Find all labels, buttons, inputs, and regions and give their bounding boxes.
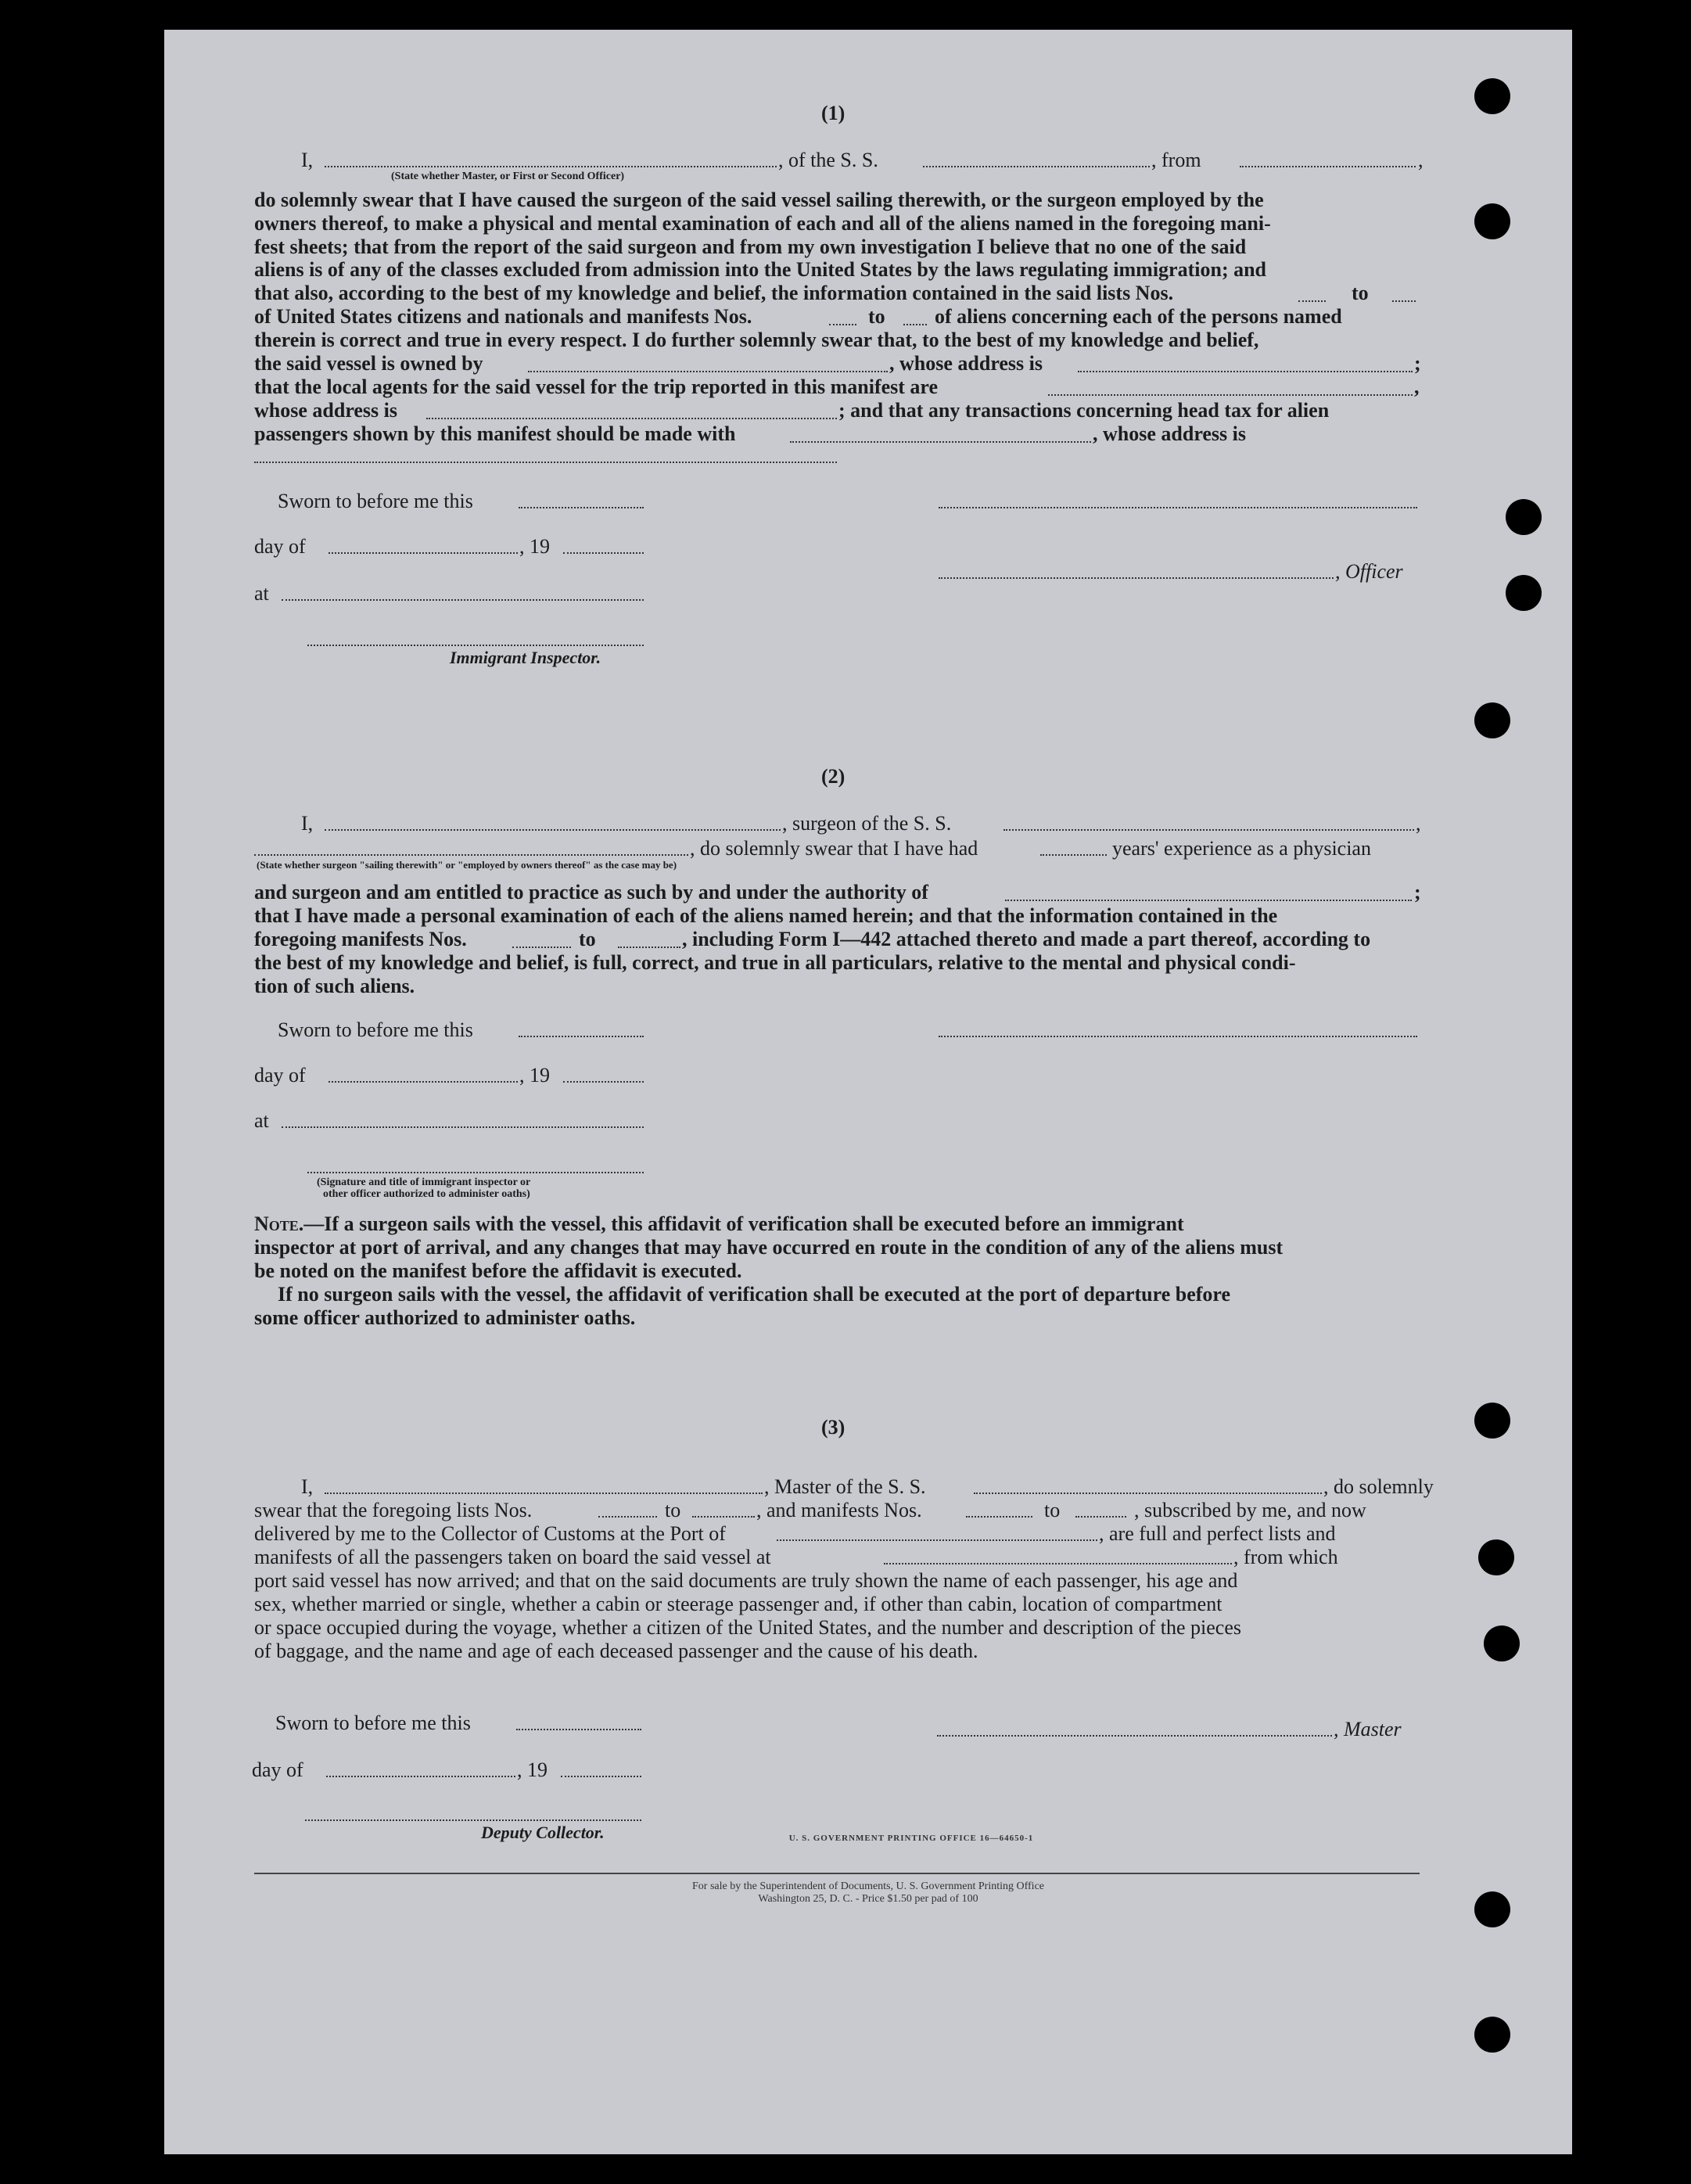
oath-text: ; and that any transactions concerning head tax for alien [838, 399, 1330, 422]
officer-signature-field[interactable] [939, 507, 1417, 508]
authority-field[interactable] [1005, 900, 1412, 901]
lists-from-field[interactable] [1298, 300, 1326, 302]
oath-line: sex, whether married or single, whether a cabin or steerage passenger and, if other than cabin, location of compartment [254, 1593, 1222, 1615]
oath-line: tion of such aliens. [254, 975, 415, 997]
month-field[interactable] [326, 1776, 515, 1777]
manifests-from-field[interactable] [966, 1516, 1032, 1518]
years-field[interactable] [1040, 854, 1107, 856]
oath-text: , do solemnly swear that I have had [690, 837, 978, 860]
sworn-date-field[interactable] [519, 1036, 644, 1037]
officer-name-field[interactable] [325, 166, 777, 167]
day-of-label: day of [254, 535, 306, 558]
punch-hole-icon [1484, 1625, 1520, 1661]
oath-text: delivered by me to the Collector of Customs at the Port of [254, 1522, 726, 1545]
inspector-title: Immigrant Inspector. [450, 648, 601, 667]
oath-intro: I, [301, 1475, 314, 1498]
oath-line: and surgeon and am entitled to practice as such by and under the authority of [254, 881, 928, 903]
manifests-from-field[interactable] [512, 947, 571, 948]
vessel-name-field[interactable] [923, 166, 1150, 167]
oath-line: do solemnly swear that I have caused the surgeon of the said vessel sailing therewith, or the surgeon employed by the [254, 189, 1264, 211]
place-field[interactable] [282, 599, 644, 601]
manifests-to-field[interactable] [1075, 1516, 1126, 1518]
oath-line: of United States citizens and nationals and manifests Nos. [254, 305, 752, 328]
surgeon-of-label: , surgeon of the S. S. [782, 812, 952, 835]
master-signature-field[interactable] [937, 1735, 1332, 1737]
oath-intro: I, [301, 812, 314, 835]
officer-title-field[interactable] [939, 577, 1334, 579]
signature-note: (Signature and title of immigrant inspector or [317, 1176, 531, 1188]
to-label: to [665, 1499, 681, 1521]
punch-hole-icon [1506, 575, 1542, 611]
oath-text: , from which [1233, 1546, 1338, 1568]
section-number: (2) [821, 765, 846, 788]
punch-hole-icon [1474, 78, 1510, 114]
oath-text: , do solemnly [1323, 1475, 1434, 1498]
form-page [164, 30, 1572, 2154]
agents-field[interactable] [1048, 394, 1413, 396]
official-signature-field[interactable] [307, 1172, 644, 1173]
day-of-label: day of [252, 1758, 303, 1781]
manifests-to-field[interactable] [618, 947, 680, 948]
punch-hole-icon [1474, 1403, 1510, 1439]
signature-note: other officer authorized to administer oaths) [323, 1188, 530, 1200]
oath-line: aliens is of any of the classes excluded from admission into the United States by the laws regulating immigration; and [254, 258, 1267, 281]
year-field[interactable] [563, 1081, 644, 1083]
note-line: If no surgeon sails with the vessel, the affidavit of verification shall be executed at the port of departure before [278, 1283, 1231, 1306]
month-field[interactable] [329, 552, 518, 554]
vessel-name-field[interactable] [1003, 829, 1414, 831]
oath-text: years' experience as a physician [1112, 837, 1371, 860]
from-label: , from [1151, 149, 1201, 171]
lists-to-field[interactable] [692, 1516, 755, 1518]
owner-address-field[interactable] [1078, 371, 1413, 372]
year-label: , 19 [517, 1758, 548, 1781]
oath-intro: I, [301, 149, 314, 171]
oath-line: that also, according to the best of my knowledge and belief, the information contained in the said lists Nos. [254, 282, 1174, 304]
note-label: Note. [254, 1212, 304, 1235]
year-field[interactable] [563, 552, 644, 554]
oath-text: , subscribed by me, and now [1134, 1499, 1366, 1521]
master-of-label: , Master of the S. S. [764, 1475, 926, 1498]
year-field[interactable] [561, 1776, 641, 1777]
year-label: , 19 [519, 535, 550, 558]
deputy-signature-field[interactable] [305, 1819, 641, 1821]
oath-line: that the local agents for the said vessel for the trip reported in this manifest are [254, 375, 939, 398]
oath-text: swear that the foregoing lists Nos. [254, 1499, 533, 1521]
sworn-date-field[interactable] [519, 507, 644, 508]
punch-hole-icon [1474, 2017, 1510, 2053]
surgeon-signature-field[interactable] [939, 1036, 1417, 1037]
sworn-label: Sworn to before me this [278, 490, 473, 512]
section-number: (1) [821, 102, 846, 124]
departure-port-field[interactable] [1240, 166, 1416, 167]
field-note: (State whether Master, or First or Second Officer) [391, 171, 625, 182]
year-label: , 19 [519, 1064, 550, 1087]
at-label: at [254, 1109, 269, 1132]
semicolon: ; [1414, 352, 1421, 375]
master-name-field[interactable] [325, 1493, 763, 1494]
oath-line: whose address is [254, 399, 398, 422]
lists-from-field[interactable] [598, 1516, 657, 1518]
surgeon-name-field[interactable] [325, 829, 781, 831]
to-label: to [1352, 282, 1369, 304]
oath-text: of aliens concerning each of the persons named [935, 305, 1342, 328]
oath-text: , and manifests Nos. [756, 1499, 922, 1521]
inspector-signature-field[interactable] [307, 645, 644, 646]
master-label: , Master [1334, 1718, 1402, 1740]
address-label: , whose address is [889, 352, 1043, 375]
surgeon-type-field[interactable] [254, 854, 688, 856]
deputy-title: Deputy Collector. [481, 1823, 605, 1842]
punch-hole-icon [1506, 499, 1542, 535]
to-label: to [579, 928, 596, 950]
manifests-to-field[interactable] [903, 324, 927, 325]
sworn-label: Sworn to before me this [275, 1712, 471, 1734]
sworn-date-field[interactable] [516, 1729, 641, 1730]
sale-notice: Washington 25, D. C. - Price $1.50 per pad of 100 [758, 1893, 978, 1905]
oath-text: manifests of all the passengers taken on board the said vessel at [254, 1546, 771, 1568]
agents-address-field[interactable] [426, 418, 837, 419]
oath-text: , including Form I—442 attached thereto and made a part thereof, according to [682, 928, 1371, 950]
comma: , [1416, 812, 1421, 835]
printing-office-line: U. S. GOVERNMENT PRINTING OFFICE 16—64650-1 [788, 1834, 1034, 1843]
oath-line: foregoing manifests Nos. [254, 928, 467, 950]
oath-line: therein is correct and true in every respect. I do further solemnly swear that, to the best of my knowledge and belief, [254, 329, 1259, 351]
to-label: to [1044, 1499, 1061, 1521]
note-line: some officer authorized to administer oaths. [254, 1306, 636, 1329]
port-field[interactable] [777, 1539, 1097, 1541]
oath-text: , are full and perfect lists and [1099, 1522, 1336, 1545]
oath-line: the said vessel is owned by [254, 352, 483, 375]
comma: , [1414, 375, 1420, 398]
footer-rule [254, 1873, 1420, 1874]
of-ss-label: , of the S. S. [778, 149, 878, 171]
semicolon: ; [1414, 881, 1421, 903]
vessel-name-field[interactable] [974, 1493, 1322, 1494]
lists-to-field[interactable] [1392, 300, 1416, 302]
manifests-from-field[interactable] [829, 324, 856, 325]
punch-hole-icon [1474, 702, 1510, 738]
owner-field[interactable] [528, 371, 888, 372]
note-line: inspector at port of arrival, and any changes that may have occurred en route in the condition of any of the aliens must [254, 1236, 1284, 1259]
punch-hole-icon [1478, 1539, 1514, 1575]
place-field[interactable] [282, 1126, 644, 1128]
oath-line: passengers shown by this manifest should be made with [254, 422, 736, 445]
oath-line: owners thereof, to make a physical and mental examination of each and all of the aliens named in the foregoing mani- [254, 212, 1271, 235]
month-field[interactable] [329, 1081, 518, 1083]
note-paragraph: Note.—If a surgeon sails with the vessel, this affidavit of verification shall be executed before an immigrant [254, 1212, 1184, 1235]
head-tax-contact-field[interactable] [790, 441, 1091, 443]
address-label: , whose address is [1093, 422, 1247, 445]
section-number: (3) [821, 1416, 846, 1439]
punch-hole-icon [1474, 203, 1510, 239]
oath-line: of baggage, and the name and age of each deceased passenger and the cause of his death. [254, 1640, 978, 1662]
oath-line: or space occupied during the voyage, whether a citizen of the United States, and the number and description of the pieces [254, 1616, 1242, 1639]
comma: , [1418, 149, 1424, 171]
day-of-label: day of [254, 1064, 306, 1087]
sworn-label: Sworn to before me this [278, 1018, 473, 1041]
oath-line: fest sheets; that from the report of the said surgeon and from my own investigation I believe that no one of the said [254, 235, 1247, 258]
oath-line: that I have made a personal examination of each of the aliens named herein; and that the information contained in the [254, 904, 1278, 927]
officer-label: , Officer [1335, 560, 1403, 583]
head-tax-address-field[interactable] [254, 462, 837, 463]
to-label: to [868, 305, 885, 328]
field-note: (State whether surgeon "sailing therewith" or "employed by owners thereof" as the case may be) [257, 859, 677, 871]
sale-notice: For sale by the Superintendent of Documents, U. S. Government Printing Office [692, 1880, 1044, 1892]
oath-line: port said vessel has now arrived; and that on the said documents are truly shown the name of each passenger, his age and [254, 1569, 1238, 1592]
oath-line: the best of my knowledge and belief, is full, correct, and true in all particulars, relative to the mental and physical condi- [254, 951, 1296, 974]
boarding-port-field[interactable] [884, 1563, 1232, 1564]
note-line: be noted on the manifest before the affidavit is executed. [254, 1259, 742, 1282]
at-label: at [254, 582, 269, 605]
